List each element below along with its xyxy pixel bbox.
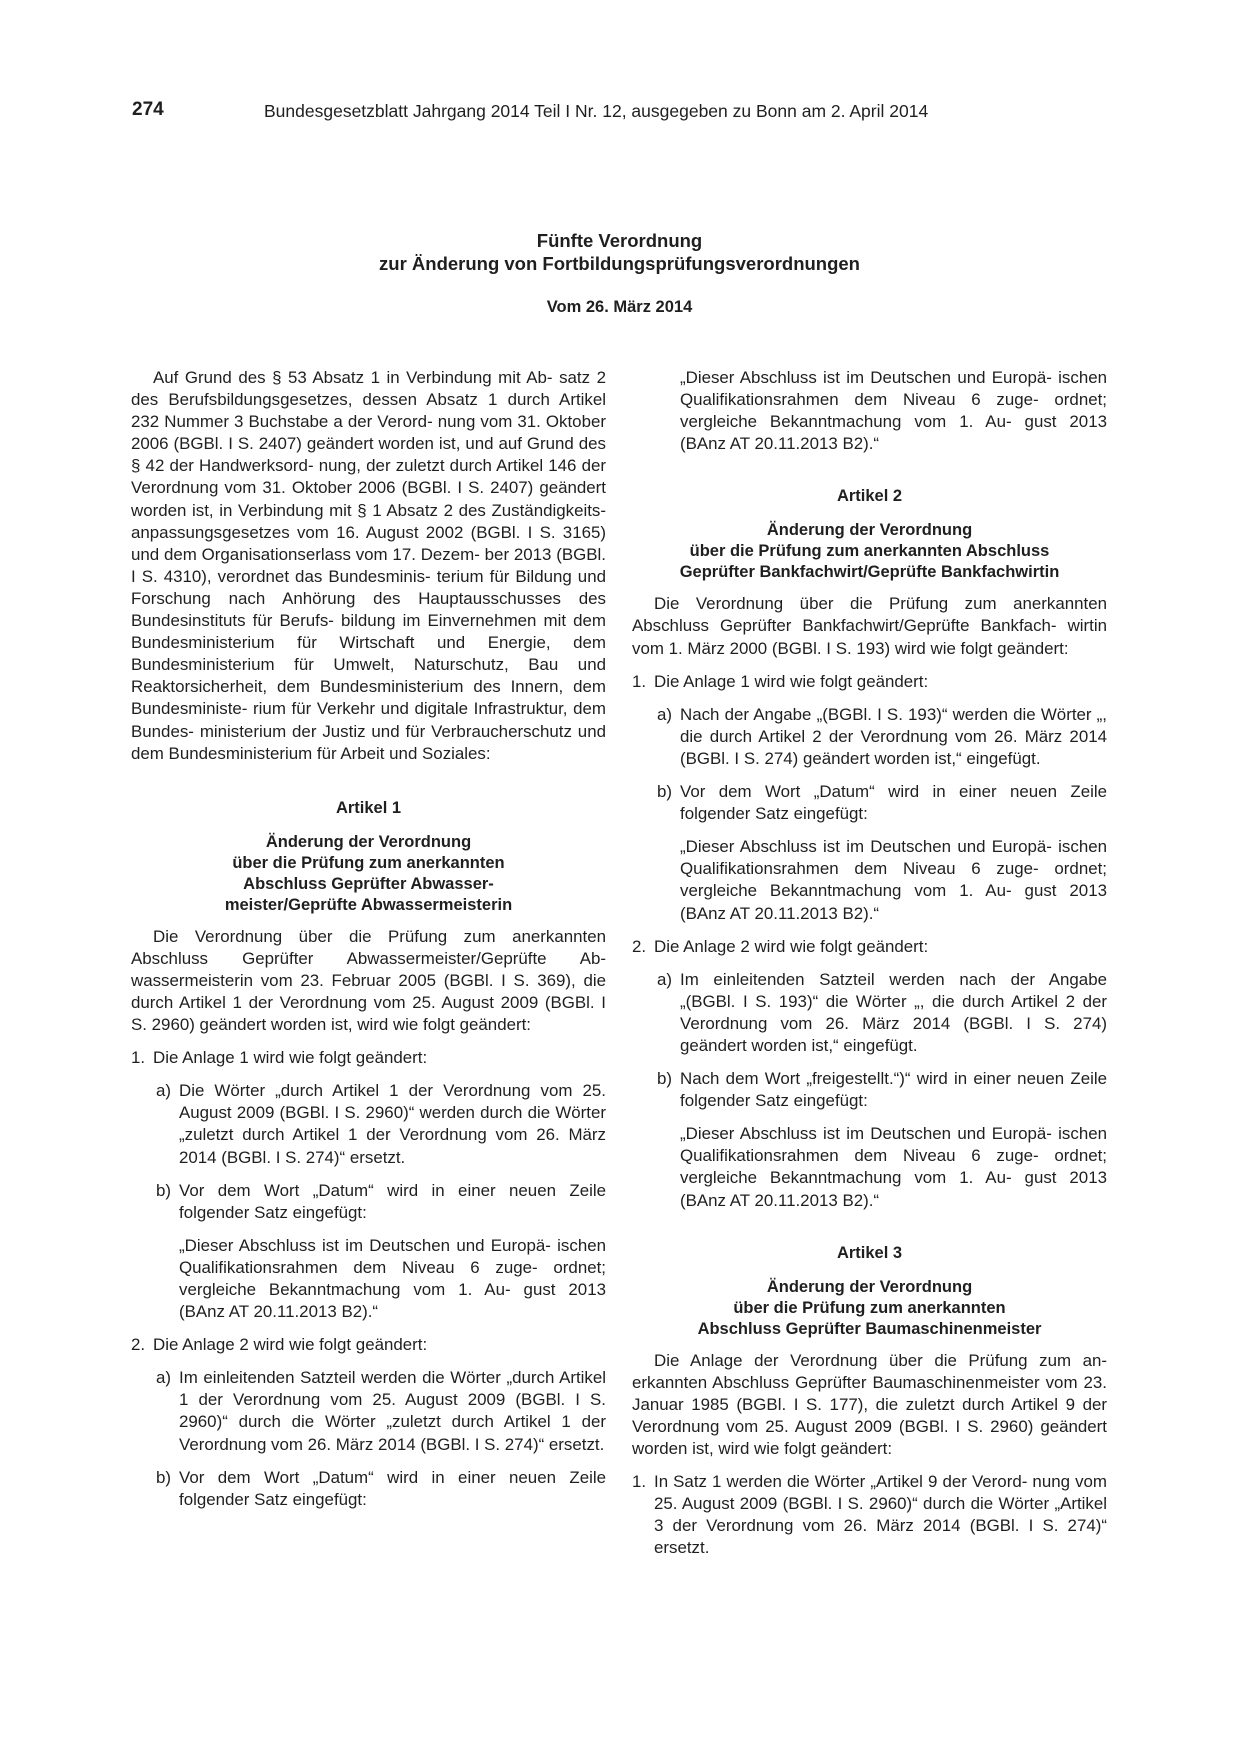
quote-line: gust 2013 (BAnz AT 20.11.2013 B2).“ [179,1280,606,1322]
article-2-item-2b [632,1068,1107,1112]
item-line: Nach dem Wort „freigestellt.“)“ wird in einer [680,1069,1011,1089]
quote-line: „Dieser Abschluss ist im Deutschen und Europä- [680,837,1052,857]
item-line: folgender Satz eingefügt: [680,804,868,824]
article-2-item-1b-quote [632,836,1107,924]
document-subtitle: zur Änderung von Fortbildungsprüfungsverordnungen [379,253,860,274]
article-2-subject [632,520,1107,583]
item-marker: 1. [131,1048,146,1068]
intro-line: die durch Artikel 1 der Verordnung vom 25. August [131,970,606,1012]
item-line: Nach der Angabe „(BGBl. I S. 193)“ werden die [680,704,1036,724]
article-3-title: Artikel 3 [836,1243,903,1262]
item-line: Vor dem Wort „Datum“ wird in einer neuen Zeile [179,1467,606,1487]
article-1-item-2b [131,1467,606,1511]
item-marker: a) [657,969,673,989]
article-2-intro [632,593,1107,659]
subject-line: Abschluss Geprüfter Baumaschinenmeister [697,1319,1042,1338]
article-1-title: Artikel 1 [335,798,402,817]
preamble-line: bildung im Einvernehmen mit dem Bundesministerium [131,611,606,653]
item-line: In Satz 1 werden die Wörter „Artikel 9 der Verord- [654,1472,1028,1492]
title-block [132,229,1107,317]
article-1-item-1b-quote [131,1235,606,1323]
preamble-line: Bundesministerium des Innern, dem Bundesministe- [131,677,606,719]
item-line: „(BGBl. I S. 193)“ die Wörter „, die durch Artikel 2 [680,991,1075,1011]
item-marker: b) [156,1467,172,1487]
item-line: nung vom 25. August 2009 (BGBl. I S. 2960)“ durch [654,1472,1107,1514]
article-3-subject [632,1277,1107,1340]
intro-line: wirtin vom 1. März 2000 (BGBl. I S. 193) wird wie folgt [632,616,1107,658]
document-title: Fünfte Verordnung [536,230,703,251]
quote-line: ordnet; vergleiche Bekanntmachung vom 1. Au- [680,1146,1107,1188]
preamble-line: Hauptausschusses des Bundesinstituts für Berufs- [131,588,606,631]
item-line: S. 274) geändert worden ist,“ eingefügt. [680,1013,1107,1055]
item-line: Die Wörter „durch Artikel 1 der Verordnung vom [179,1081,573,1101]
preamble-line: dem Bundesministerium für Arbeit und Soziales: [131,743,491,763]
preamble-line: nung vom 31. Oktober 2006 (BGBl. I S. 2407) geändert [131,412,606,454]
subject-line: meister/Geprüfte Abwassermeisterin [224,895,513,914]
item-marker: b) [156,1180,172,1200]
item-line: der Verordnung vom 26. März 2014 (BGBl. I [680,991,1107,1033]
page-number: 274 [132,99,164,120]
article-1-item-2b-quote [632,367,1107,455]
intro-line: S. 2960) geändert worden ist, wird wie folgt geändert: [632,1416,1108,1458]
article-2-item-1a [632,704,1107,770]
item-line: Artikel 1 der Verordnung vom 26. März 2014 [179,1412,606,1454]
article-2-item-2b-quote [632,1123,1107,1211]
preamble [131,367,606,765]
item-line: ist,“ eingefügt. [934,748,1041,768]
preamble-line: Auf Grund des § 53 Absatz 1 in Verbindung mit Ab- [153,368,553,387]
article-2-title: Artikel 2 [836,487,903,506]
article-1-item-1b [131,1180,606,1224]
right-column [632,367,1107,1559]
article-1-item-2 [131,1334,606,1356]
item-line: folgender Satz eingefügt: [179,1202,367,1222]
preamble-line: S. 3165) und dem Organisationserlass vom 17. Dezem- [131,522,606,564]
subject-line: über die Prüfung zum anerkannten Abschluss [689,542,1050,561]
intro-line: Die Verordnung über die Prüfung zum anerkannten [153,926,606,946]
intro-line: Die Verordnung über die Prüfung zum anerkannten [654,594,1107,614]
quote-line: gust 2013 (BAnz AT 20.11.2013 B2).“ [680,1168,1107,1210]
preamble-line: für Wirtschaft und Energie, dem Bundesministerium für [131,633,606,675]
item-text: Die Anlage 1 wird wie folgt geändert: [654,671,929,691]
item-line: die Wörter „zuletzt durch Artikel 1 der Verordnung [179,1103,607,1145]
quote-line: „Dieser Abschluss ist im Deutschen und Europä- [179,1235,551,1255]
item-marker: 1. [632,1472,647,1492]
preamble-line: Umwelt, Naturschutz, Bau und Reaktorsicherheit, dem [131,655,606,697]
quote-line: ordnet; vergleiche Bekanntmachung vom 1. Au- [179,1257,606,1299]
intro-line: Artikel 9 der Verordnung vom 25. August 2009 (BGBl. I [632,1394,1107,1436]
preamble-line: 31. Oktober 2006 (BGBl. I S. 2407) geändert worden ist, [131,478,606,520]
preamble-line: terium für Bildung und Forschung nach Anhörung des [131,566,606,608]
preamble-line: ber 2013 (BGBl. I S. 4310), verordnet das Bundesminis- [131,544,606,586]
quote-line: gust 2013 (BAnz AT 20.11.2013 B2).“ [680,412,1107,454]
article-2-item-1 [632,671,1107,693]
item-text: Die Anlage 1 wird wie folgt geändert: [153,1048,428,1068]
article-1-item-2a [131,1367,606,1455]
quote-line: ordnet; vergleiche Bekanntmachung vom 1. Au- [680,859,1107,901]
item-line: Vor dem Wort „Datum“ wird in einer neuen Zeile [680,782,1107,802]
item-line: 25. August 2009 (BGBl. I S. 2960)“ werden durch [179,1081,606,1123]
item-line: neuen Zeile folgender Satz eingefügt: [680,1069,1107,1111]
subject-line: Abschluss Geprüfter Abwasser- [243,874,494,893]
item-line: 2014 (BGBl. I S. 274)“ ersetzt. [654,1516,1107,1558]
document-date: Vom 26. März 2014 [546,298,693,316]
item-line: Vor dem Wort „Datum“ wird in einer neuen Zeile [179,1180,606,1200]
item-marker: a) [156,1368,172,1388]
quote-line: ischen Qualifikationsrahmen dem Niveau 6 zuge- [680,837,1107,879]
article-1-item-1 [131,1047,606,1069]
quote-line: ischen Qualifikationsrahmen dem Niveau 6 zuge- [179,1235,606,1277]
preamble-line: anpassungsgesetzes vom 16. August 2002 (BGBl. I [131,522,533,542]
subject-line: Geprüfter Bankfachwirt/Geprüfte Bankfachwirtin [679,563,1060,582]
item-line: (BGBl. I S. 274)“ ersetzt. [420,1434,605,1454]
intro-line: Die Anlage der Verordnung über die Prüfung zum an- [654,1350,1107,1370]
subject-line: über die Prüfung zum anerkannten [733,1298,1006,1317]
item-line: Im einleitenden Satzteil werden die Wörter „durch [179,1368,555,1388]
item-marker: 2. [131,1335,146,1355]
intro-line: wassermeisterin vom 23. Februar 2005 (BGBl. I S. 369), [131,970,576,990]
quote-line: ischen Qualifikationsrahmen dem Niveau 6 zuge- [680,1124,1107,1166]
article-2-item-2a [632,969,1107,1057]
item-line: vom 26. März 2014 (BGBl. I S. 274)“ ersetzt. [179,1125,606,1167]
item-line: folgender Satz eingefügt: [179,1489,367,1509]
left-column [131,367,606,1511]
item-line: die Wörter „Artikel 3 der Verordnung vom 26. März [654,1494,1107,1536]
article-1-intro [131,926,606,1036]
intro-line: Abschluss Geprüfter Bankfachwirt/Geprüfte Bankfach- [632,616,1057,636]
item-line: Artikel 1 der Verordnung vom 25. August 2009 [179,1368,606,1410]
item-marker: b) [657,1069,673,1089]
subject-line: Änderung der Verordnung [766,521,973,540]
item-line: Wörter „, die durch Artikel 2 der Verordnung vom [680,704,1107,746]
item-text: Die Anlage 2 wird wie folgt geändert: [654,936,929,956]
item-line: 26. März 2014 (BGBl. I S. 274) geändert worden [680,726,1107,768]
quote-line: „Dieser Abschluss ist im Deutschen und Europä- [680,368,1052,387]
item-marker: a) [657,704,673,724]
page-header [132,99,1107,125]
subject-line: über die Prüfung zum anerkannten [232,853,505,872]
intro-line: folgt geändert: [423,1015,531,1035]
quote-line: „Dieser Abschluss ist im Deutschen und Europä- [680,1124,1052,1144]
preamble-line: nung, der zuletzt durch Artikel 146 der Verordnung vom [131,456,606,498]
intro-line: Abschluss Geprüfter Abwassermeister/Geprüfte Ab- [131,948,606,968]
preamble-line: in Verbindung mit § 1 Absatz 2 des Zuständigkeits- [219,500,606,520]
item-line: Im einleitenden Satzteil werden nach der Angabe [680,969,1107,989]
article-1-subject [131,832,606,916]
preamble-line: worden ist, und auf Grund des § 42 der Handwerksord- [131,434,606,476]
item-marker: b) [657,782,673,802]
preamble-line: ministerium der Justiz und für Verbraucherschutz und [199,721,606,741]
subject-line: Änderung der Verordnung [265,832,472,851]
article-2-item-2 [632,936,1107,958]
item-marker: a) [156,1081,172,1101]
preamble-line: durch Artikel 232 Nummer 3 Buchstabe a der Verord- [131,390,606,432]
quote-line: ischen Qualifikationsrahmen dem Niveau 6 zuge- [680,368,1107,410]
intro-line: geändert: [997,638,1069,658]
item-text: Die Anlage 2 wird wie folgt geändert: [153,1335,428,1355]
intro-line: erkannten Abschluss Geprüfter Baumaschinenmeister [632,1372,1040,1392]
intro-line: vom 23. Januar 1985 (BGBl. I S. 177), die zuletzt durch [632,1372,1107,1414]
item-marker: 1. [632,671,647,691]
article-3-intro [632,1350,1107,1460]
quote-line: gust 2013 (BAnz AT 20.11.2013 B2).“ [680,881,1107,923]
article-2-item-1b [632,781,1107,825]
item-line: (BGBl. I S. 2960)“ durch die Wörter „zuletzt durch [179,1390,606,1432]
intro-line: 2009 (BGBl. I S. 2960) geändert worden ist, wird wie [131,992,606,1035]
preamble-line: rium für Verkehr und digitale Infrastruktur, dem Bundes- [131,699,606,741]
quote-line: ordnet; vergleiche Bekanntmachung vom 1. Au- [680,390,1107,432]
article-3-item-1 [632,1471,1107,1559]
preamble-line: satz 2 des Berufsbildungsgesetzes, dessen Absatz 1 [131,368,606,410]
article-1-item-1a [131,1080,606,1168]
item-marker: 2. [632,936,647,956]
running-head: Bundesgesetzblatt Jahrgang 2014 Teil I Nr. 12, ausgegeben zu Bonn am 2. April 2014 [264,101,929,121]
subject-line: Änderung der Verordnung [766,1277,973,1296]
